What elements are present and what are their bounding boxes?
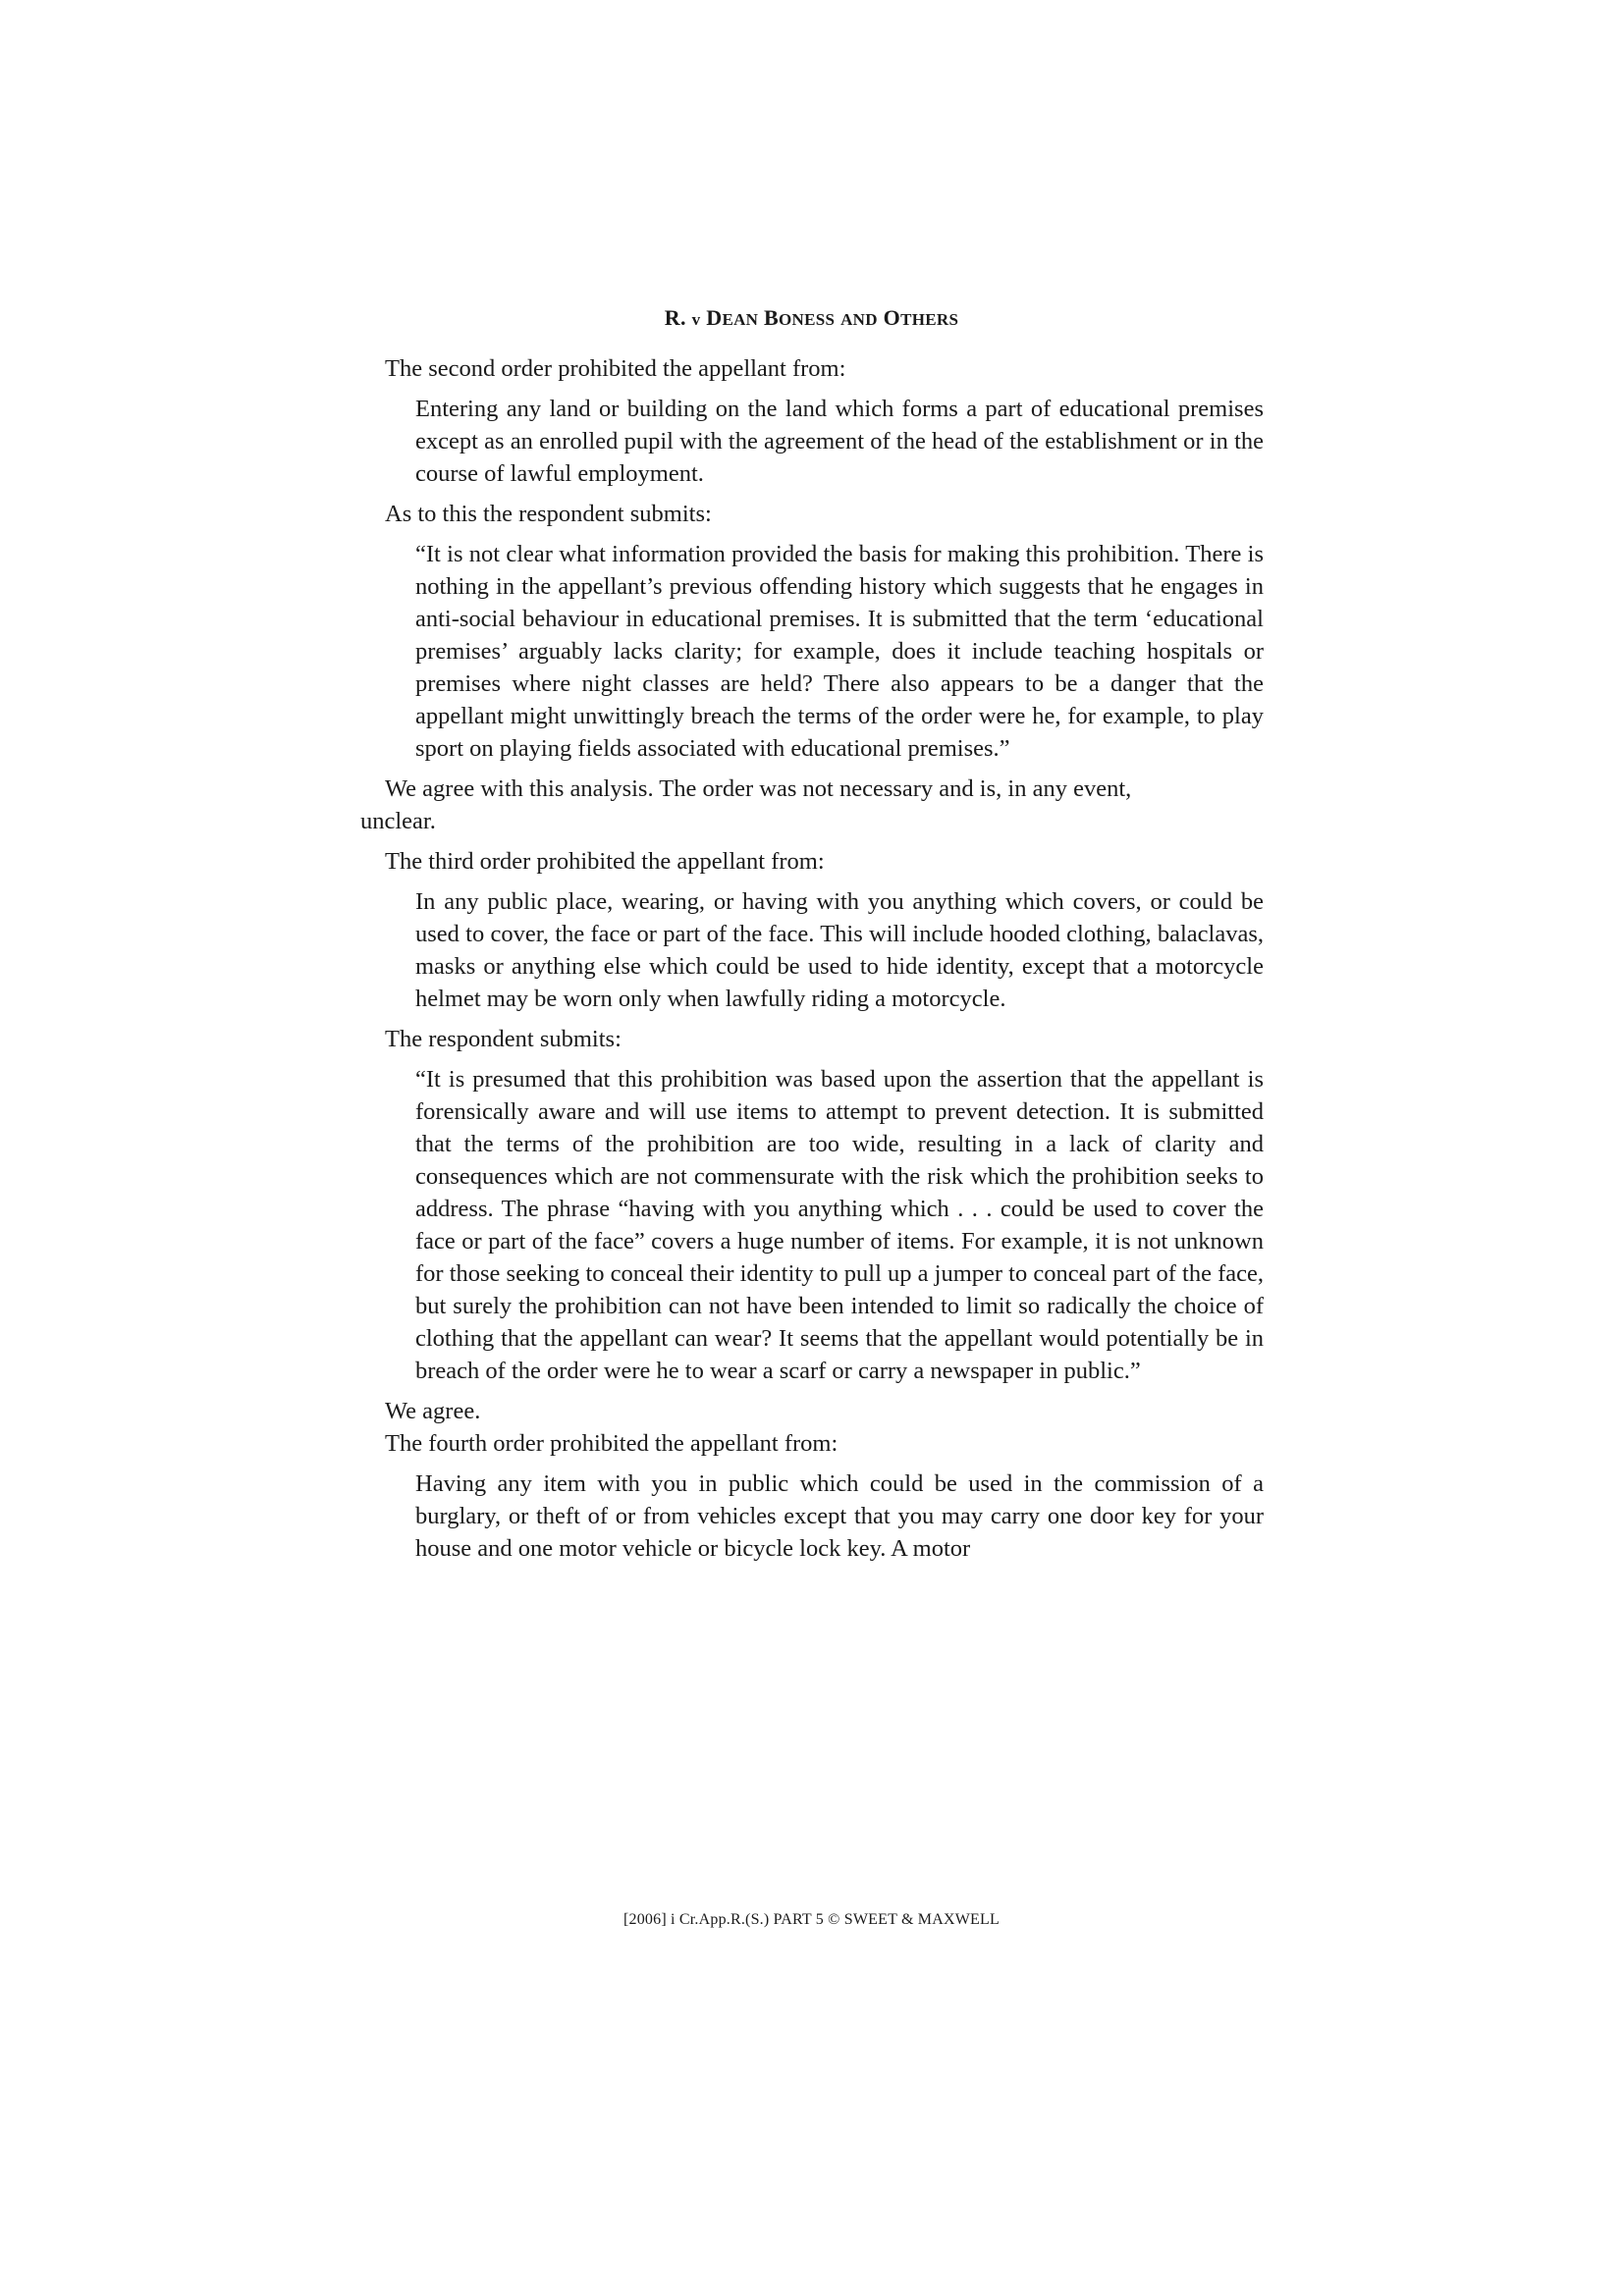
paragraph-respondent-submits-2: The respondent submits: [385,1026,622,1052]
header-boness-initial: B [764,305,780,330]
header-others-rest: THERS [900,310,959,329]
quote-second-order: Entering any land or building on the land which forms a part of educational premises except as an enrolled pupil with the agreement of the head of the establishment or in the course of lawful employment. [415,396,1264,487]
paragraph-third-order: The third order prohibited the appellant from: [385,848,825,875]
paragraph-second-order: The second order prohibited the appellant from: [385,355,846,382]
header-dean-rest: EAN [722,310,759,329]
header-dean-initial: D [706,305,723,330]
paragraph-respondent-submits-1: As to this the respondent submits: [385,501,712,527]
quote-respondent-2: “It is presumed that this prohibition was based upon the assertion that the appellant is forensically aware and will use items to attempt to prevent detection. It is submitted that the terms of the prohibition are too wide, resulting in a lack of clarity and consequences which are not commensurate with the risk which the prohibition seeks to address. The phrase “having with you anything which . . . could be used to cover the face or part of the face” covers a huge number of items. For example, it is not unknown for those seeking to conceal their identity to pull up a jumper to conceal part of the face, but surely the prohibition can not have been intended to limit so radically the choice of clothing that the appellant can wear? It seems that the appellant would potentially be in breach of the order were he to wear a scarf or carry a newspaper in public.” [415,1066,1264,1384]
header-r: R. [664,305,686,330]
header-and: AND [840,310,878,329]
agree-analysis-line1: We agree with this analysis. The order was not necessary and is, in any event, [385,775,1132,802]
quote-third-order: In any public place, wearing, or having with you anything which covers, or could be used to cover, the face or part of the face. This will include hooded clothing, balaclavas, masks or anything else which could be used to hide identity, except that a motorcycle helmet may be worn only when lawfully riding a motorcycle. [415,888,1264,1012]
body-text [360,352,1264,1573]
page-footer: [2006] i Cr.App.R.(S.) PART 5 © SWEET & MAXWELL [623,1911,1000,1928]
header-v: v [691,310,701,329]
header-others-initial: O [883,305,901,330]
header-boness-rest: ONESS [779,310,836,329]
paragraph-agree-analysis [360,773,1264,837]
agree-analysis-line2: unclear. [360,808,436,834]
running-head [0,305,1623,331]
quote-fourth-order: Having any item with you in public which could be used in the commission of a burglary, or theft of or from vehicles except that you may carry one door key for your house and one motor vehicle or bicycle lock key. A motor [415,1470,1264,1562]
paragraph-fourth-order: The fourth order prohibited the appellant from: [385,1430,839,1457]
quote-respondent-1: “It is not clear what information provided the basis for making this prohibition. There is nothing in the appellant’s previous offending history which suggests that he engages in anti-social behaviour in educational premises. It is submitted that the term ‘educational premises’ arguably lacks clarity; for example, does it include teaching hospitals or premises where night classes are held? There also appears to be a danger that the appellant might unwittingly breach the terms of the order were he, for example, to play sport on playing fields associated with educational premises.” [415,541,1264,762]
paragraph-we-agree: We agree. [385,1398,481,1424]
